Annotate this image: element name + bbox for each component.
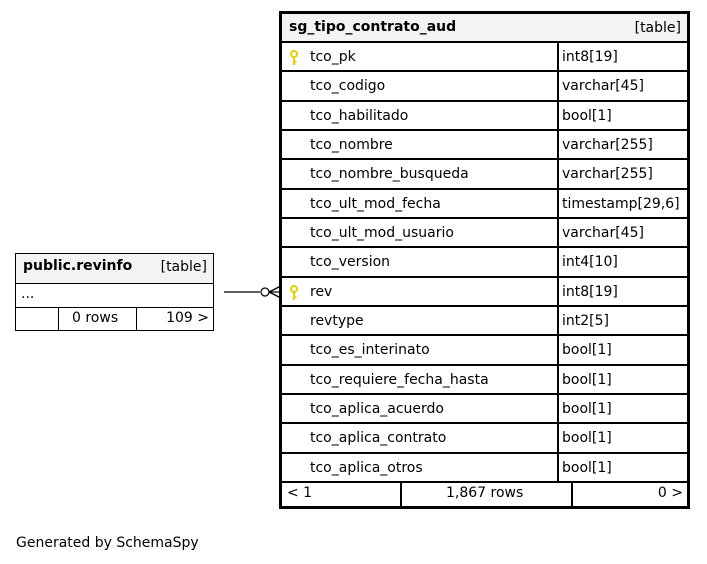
column-divider <box>557 454 559 481</box>
table-name[interactable]: sg_tipo_contrato_aud <box>289 19 457 35</box>
column-row[interactable] <box>282 336 687 365</box>
column-row[interactable] <box>282 219 687 248</box>
column-divider <box>557 424 559 451</box>
column-type: bool[1] <box>562 430 612 447</box>
column-row[interactable] <box>282 160 687 189</box>
generated-by-credit[interactable]: Generated by SchemaSpy <box>16 535 199 551</box>
footer-divider <box>136 308 137 330</box>
column-divider <box>557 248 559 275</box>
column-type: bool[1] <box>562 342 612 359</box>
column-divider <box>557 72 559 99</box>
children-link[interactable]: 0 > <box>657 485 683 501</box>
column-name: revtype <box>310 312 364 329</box>
column-type: varchar[255] <box>562 166 653 183</box>
column-divider <box>557 278 559 305</box>
key-icon <box>290 285 298 305</box>
column-row[interactable] <box>282 131 687 160</box>
column-row[interactable] <box>282 72 687 101</box>
row-count: 0 rows <box>72 310 119 326</box>
table-kind: [table] <box>634 20 681 36</box>
footer-divider <box>58 308 59 330</box>
column-row[interactable] <box>282 395 687 424</box>
table-footer <box>282 483 687 506</box>
column-row[interactable] <box>282 248 687 277</box>
table-name[interactable]: public.revinfo <box>23 258 133 274</box>
column-type: bool[1] <box>562 459 612 476</box>
table-kind: [table] <box>160 259 207 275</box>
column-row[interactable] <box>282 366 687 395</box>
column-type: int8[19] <box>562 49 618 65</box>
table-public-revinfo[interactable] <box>15 253 214 331</box>
column-type: varchar[45] <box>562 78 644 95</box>
table-header <box>16 254 213 284</box>
column-divider <box>557 366 559 393</box>
column-row[interactable] <box>282 454 687 483</box>
column-row[interactable] <box>282 307 687 336</box>
footer-divider <box>400 483 402 506</box>
column-row[interactable] <box>282 278 687 307</box>
column-divider <box>557 307 559 334</box>
column-name: tco_habilitado <box>310 107 409 124</box>
column-name: tco_es_interinato <box>310 342 430 359</box>
column-type: varchar[255] <box>562 136 653 153</box>
column-row[interactable] <box>282 43 687 72</box>
column-divider <box>557 219 559 246</box>
parents-link[interactable]: < 1 <box>287 485 313 501</box>
footer-divider <box>571 483 573 506</box>
column-divider <box>557 395 559 422</box>
column-name: tco_codigo <box>310 78 386 95</box>
column-row[interactable] <box>282 102 687 131</box>
column-type: int8[19] <box>562 283 618 300</box>
column-name: tco_aplica_contrato <box>310 430 447 447</box>
column-name: tco_nombre_busqueda <box>310 166 469 183</box>
column-divider <box>557 160 559 187</box>
columns-ellipsis: ... <box>21 286 35 302</box>
column-name: tco_pk <box>310 49 356 65</box>
children-link[interactable]: 109 > <box>166 310 209 326</box>
column-type: int4[10] <box>562 254 618 271</box>
column-divider <box>557 190 559 217</box>
column-name: tco_requiere_fecha_hasta <box>310 371 489 388</box>
column-type: bool[1] <box>562 400 612 417</box>
column-name: tco_version <box>310 254 391 271</box>
column-name: tco_ult_mod_fecha <box>310 195 441 212</box>
table-header <box>282 14 687 43</box>
column-type: bool[1] <box>562 107 612 124</box>
column-divider <box>557 131 559 158</box>
relationship-connector <box>220 280 282 304</box>
column-name: tco_aplica_otros <box>310 459 423 476</box>
column-divider <box>557 102 559 129</box>
column-type: varchar[45] <box>562 224 644 241</box>
column-divider <box>557 336 559 363</box>
column-divider <box>557 43 559 70</box>
column-name: rev <box>310 283 333 300</box>
column-row[interactable] <box>282 424 687 453</box>
column-row[interactable] <box>282 190 687 219</box>
column-name: tco_aplica_acuerdo <box>310 400 444 417</box>
table-footer <box>16 308 213 330</box>
row-count: 1,867 rows <box>446 485 524 501</box>
column-type: bool[1] <box>562 371 612 388</box>
key-icon <box>290 50 298 70</box>
column-name: tco_nombre <box>310 136 393 153</box>
table-sg-tipo-contrato-aud[interactable] <box>279 11 690 509</box>
column-name: tco_ult_mod_usuario <box>310 224 454 241</box>
column-list <box>282 43 687 483</box>
column-type: timestamp[29,6] <box>562 195 680 212</box>
column-type: int2[5] <box>562 312 609 329</box>
